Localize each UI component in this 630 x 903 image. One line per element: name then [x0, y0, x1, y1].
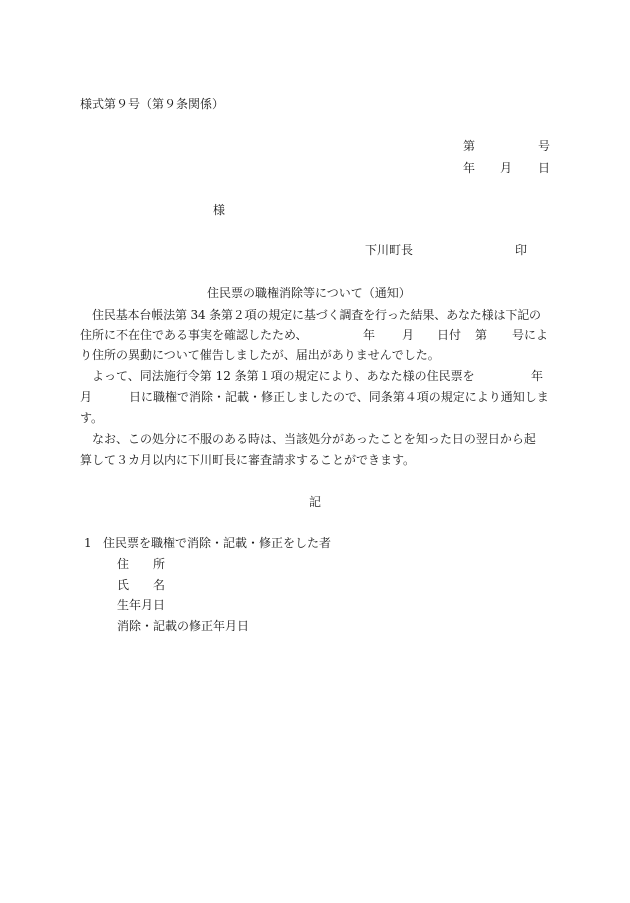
- paragraph2-line1-a: よって、同法施行令第 12 条第１項の規定により、あなた様の住民票を: [92, 369, 475, 383]
- date-day: 日: [538, 161, 551, 175]
- date-year: 年: [463, 161, 476, 175]
- paragraph2-line3: す。: [80, 411, 104, 425]
- paragraph1-line2-a: 住所に不在住である事実を確認したため、: [80, 328, 308, 342]
- doc-number-prefix: 第: [463, 139, 476, 153]
- document-title: 住民票の職権消除等について（通知）: [207, 286, 411, 300]
- section1-heading: 住民票を職権で消除・記載・修正をした者: [103, 536, 332, 550]
- sender-seal: 印: [515, 243, 528, 257]
- section1-item-birthdate: 生年月日: [117, 598, 166, 612]
- paragraph1-line1: 住民基本台帳法第 34 条第２項の規定に基づく調査を行った結果、あなた様は下記の: [92, 308, 541, 322]
- date-month: 月: [500, 161, 513, 175]
- paragraph2-line2-month: 月: [80, 390, 93, 404]
- recipient-honorific: 様: [213, 203, 226, 217]
- ki-heading: 記: [309, 495, 322, 509]
- sender-name: 下川町長: [365, 243, 414, 257]
- section1-number: 1: [84, 536, 92, 550]
- paragraph2-line2-b: 日に職権で消除・記載・修正しましたので、同条第４項の規定により通知しま: [129, 390, 549, 404]
- paragraph3-line2: 算して３カ月以内に下川町長に審査請求することができます。: [80, 453, 416, 467]
- paragraph1-line3: り住所の異動について催告しましたが、届出がありませんでした。: [80, 348, 440, 362]
- paragraph1-line2-day: 日付: [437, 328, 462, 342]
- paragraph1-line2-year: 年: [363, 328, 376, 342]
- paragraph1-line2-no: 第: [475, 328, 488, 342]
- paragraph1-line2-end: 号によ: [512, 328, 549, 342]
- section1-item-address: 住 所: [117, 557, 166, 571]
- paragraph2-line1-year: 年: [531, 369, 544, 383]
- doc-number-suffix: 号: [538, 139, 551, 153]
- form-label: 様式第９号（第９条関係）: [80, 97, 225, 111]
- paragraph3-line1: なお、この処分に不服のある時は、当該処分があったことを知った日の翌日から起: [92, 432, 536, 446]
- section1-item-date: 消除・記載の修正年月日: [117, 619, 250, 633]
- paragraph1-line2-month: 月: [402, 328, 415, 342]
- section1-item-name: 氏 名: [117, 578, 166, 592]
